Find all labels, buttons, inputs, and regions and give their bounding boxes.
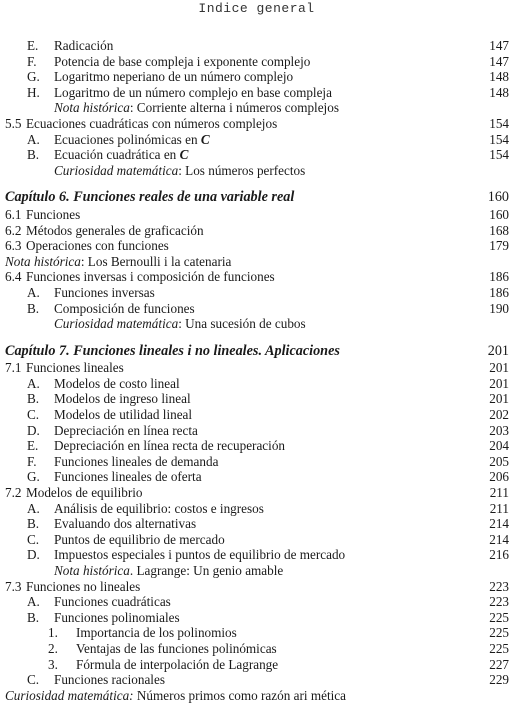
entry-title-text: Ecuaciones cuadráticas con números complejos (26, 116, 278, 131)
page-number: 206 (489, 469, 509, 485)
toc-entry (0, 238, 513, 254)
page-number: 186 (489, 269, 509, 285)
page-number: 201 (489, 391, 509, 407)
entry-title (54, 501, 264, 517)
entry-title (76, 625, 237, 641)
note-label: Nota histórica (54, 563, 130, 578)
chapter-heading (0, 343, 513, 359)
entry-number: B. (27, 300, 40, 316)
entry-title (54, 54, 310, 70)
entry-number: 2. (48, 641, 58, 656)
entry-number: A. (27, 284, 40, 300)
entry-title (54, 376, 180, 392)
page-number: 186 (489, 284, 509, 300)
toc-entry (0, 147, 513, 163)
entry-title-text: Análisis de equilibrio: costos e ingresos (54, 500, 264, 516)
note-label: Curiosidad matemática (54, 316, 179, 332)
page-number: 201 (489, 360, 509, 376)
entry-title (54, 469, 202, 485)
entry-title (54, 516, 196, 532)
entry-title-text: Funciones (26, 206, 81, 222)
entry-title (54, 423, 198, 439)
entry-title-text: Funciones lineales (26, 360, 124, 376)
entry-number: A. (27, 375, 40, 391)
toc-entry (0, 116, 513, 132)
toc-entry (0, 85, 513, 101)
page-number: 190 (489, 300, 509, 316)
entry-title (54, 594, 171, 610)
page-number: 205 (489, 453, 509, 469)
note-body: : Los Bernoulli i la catenaria (80, 253, 232, 269)
page-number: 147 (489, 38, 509, 53)
entry-number: C. (27, 672, 40, 688)
entry-title (54, 69, 293, 85)
chapter-title: Capítulo 7. Funciones lineales i no lineales. Aplicaciones (5, 342, 340, 359)
entry-title (26, 269, 275, 285)
entry-title-text: Evaluando dos alternativas (54, 516, 197, 532)
entry-title-text: Modelos de ingreso lineal (54, 391, 191, 407)
toc-entry (0, 360, 513, 376)
entry-number: F. (27, 453, 37, 469)
chapter-title: Capítulo 6. Funciones reales de una variable real (5, 189, 295, 206)
entry-title-text: Importancia de los polinomios (76, 625, 237, 641)
entry-title-text: Depreciación en línea recta (54, 422, 198, 438)
page-number: 160 (489, 206, 509, 222)
entry-number: B. (27, 609, 40, 625)
entry-title-text: Logaritmo neperiano de un número complejo (54, 69, 294, 85)
page-number: 148 (489, 84, 509, 100)
entry-number: 6.1 (5, 206, 22, 222)
entry-number: E. (27, 38, 39, 53)
entry-title-text: Funciones cuadráticas (54, 594, 171, 610)
note-body: : Los números perfectos (178, 162, 306, 178)
toc-entry (0, 269, 513, 285)
entry-title (54, 391, 191, 407)
entry-title-text: Funciones lineales de oferta (54, 469, 202, 485)
toc-entry (0, 376, 513, 392)
entry-number: G. (27, 469, 40, 485)
page-number: 203 (489, 422, 509, 438)
entry-title (26, 360, 124, 376)
entry-number: 5.5 (5, 116, 22, 131)
entry-title (54, 547, 345, 563)
note-line (0, 563, 513, 579)
note-label: Nota histórica (54, 100, 130, 116)
entry-number: A. (27, 500, 40, 516)
entry-number: E. (27, 438, 39, 454)
entry-title-text: Funciones inversas i composición de funciones (26, 269, 275, 285)
page-number: 225 (489, 609, 509, 625)
toc-entry (0, 641, 513, 657)
entry-number: B. (27, 516, 40, 532)
entry-title (54, 454, 218, 470)
entry-title-text: Operaciones con funciones (26, 238, 169, 254)
entry-number: 6.2 (5, 222, 22, 238)
entry-title (54, 147, 188, 163)
entry-number: 3. (48, 656, 58, 672)
page-number: 225 (489, 625, 509, 641)
entry-title (54, 407, 192, 423)
toc-entry (0, 54, 513, 70)
entry-title (26, 116, 277, 132)
toc-entry (0, 423, 513, 439)
page-number: 160 (487, 189, 509, 206)
chapter-heading (0, 189, 513, 205)
entry-number: 6.4 (5, 269, 22, 285)
page-number: 202 (489, 407, 509, 422)
toc-entry (0, 207, 513, 223)
entry-title (54, 85, 332, 101)
toc-entry (0, 391, 513, 407)
toc-entry (0, 594, 513, 610)
page-number: 201 (489, 375, 509, 391)
toc-entry (0, 657, 513, 673)
entry-title-text: Modelos de equilibrio (26, 485, 143, 500)
toc-entry (0, 485, 513, 501)
note-label: Nota histórica (5, 253, 81, 269)
page-number: 223 (489, 594, 509, 610)
entry-title-text: Modelos de costo lineal (54, 375, 180, 391)
entry-title (54, 610, 180, 626)
entry-title-text: Depreciación en línea recta de recuperación (54, 438, 286, 454)
page-number: 214 (489, 516, 509, 532)
toc-entry (0, 301, 513, 317)
entry-number: F. (27, 53, 37, 69)
entry-title (54, 438, 285, 454)
toc-entry (0, 469, 513, 485)
entry-title-text: Composición de funciones (54, 300, 195, 316)
note-line (0, 254, 513, 270)
entry-title (26, 207, 80, 223)
entry-title (54, 132, 210, 148)
entry-title-text: Ecuaciones polinómicas en (54, 131, 201, 147)
toc-entry (0, 547, 513, 563)
note-line (0, 688, 513, 704)
entry-title-text: Funciones racionales (54, 672, 165, 688)
note-body: : Una sucesión de cubos (178, 316, 306, 332)
page-number: 147 (489, 53, 509, 69)
entry-title-text: Modelos de utilidad lineal (54, 407, 193, 422)
entry-number: 1. (48, 625, 58, 641)
running-header: Indice general (198, 1, 315, 16)
page-number: 225 (489, 641, 509, 656)
entry-title-text: Logaritmo de un número complejo en base compleja (54, 84, 332, 100)
toc-entry (0, 38, 513, 54)
entry-number: 7.3 (5, 578, 22, 594)
note-line (0, 100, 513, 116)
note-line (0, 316, 513, 332)
toc-entry (0, 579, 513, 595)
entry-number: 7.1 (5, 360, 22, 376)
entry-title-text: Fórmula de interpolación de Lagrange (76, 656, 279, 672)
page-number: 211 (489, 485, 509, 500)
note-label: Curiosidad matemática (54, 162, 179, 178)
toc-entry (0, 223, 513, 239)
entry-title-text: Métodos generales de graficación (26, 222, 204, 238)
note-text (54, 563, 283, 579)
toc-entry (0, 625, 513, 641)
entry-title-text: Ecuación cuadrática en (54, 147, 180, 163)
entry-number: 6.3 (5, 238, 22, 254)
entry-number: 7.2 (5, 485, 22, 500)
note-text (54, 100, 339, 116)
entry-number: D. (27, 547, 40, 563)
page-number: 168 (489, 222, 509, 238)
entry-number: C. (27, 407, 40, 422)
page-number: 148 (489, 69, 509, 85)
entry-title-text: Funciones lineales de demanda (54, 453, 219, 469)
toc-entry (0, 285, 513, 301)
entry-title (76, 641, 277, 657)
page-number: 154 (489, 131, 509, 147)
entry-title (26, 485, 142, 501)
note-text (5, 688, 346, 704)
note-text (5, 254, 231, 270)
toc-entry (0, 610, 513, 626)
toc-entry (0, 501, 513, 517)
entry-title (26, 223, 204, 239)
entry-title (54, 285, 155, 301)
page-number: 154 (489, 116, 509, 131)
page-number: 227 (489, 656, 509, 672)
note-body: . Lagrange: Un genio amable (129, 563, 284, 578)
entry-number: A. (27, 594, 40, 610)
entry-number: G. (27, 69, 40, 85)
page-number: 211 (489, 500, 509, 516)
entry-title-text: Ventajas de las funciones polinómicas (76, 641, 277, 656)
entry-number: B. (27, 147, 40, 163)
toc-entry (0, 454, 513, 470)
page-number: 214 (489, 531, 509, 547)
entry-title (76, 657, 278, 673)
entry-number: D. (27, 422, 40, 438)
note-text (54, 316, 306, 332)
toc-entry (0, 438, 513, 454)
entry-title-text: Potencia de base compleja i exponente complejo (54, 53, 311, 69)
entry-title (54, 38, 113, 54)
entry-title (54, 301, 195, 317)
entry-title (26, 579, 140, 595)
entry-title-text: Impuestos especiales i puntos de equilibrio de mercado (54, 547, 346, 563)
note-label: Curiosidad matemática: (5, 687, 134, 703)
entry-title-text: Funciones no lineales (26, 578, 141, 594)
entry-title (54, 672, 165, 688)
entry-title (54, 532, 225, 548)
note-line (0, 163, 513, 179)
entry-number: B. (27, 391, 40, 407)
page-number: 201 (487, 342, 509, 359)
entry-title-symbol: C (200, 131, 210, 147)
entry-title-text: Funciones inversas (54, 284, 155, 300)
toc-entry (0, 69, 513, 85)
toc-entry (0, 532, 513, 548)
entry-title-text: Puntos de equilibrio de mercado (54, 531, 225, 547)
note-body: Números primos como razón ari mética (133, 687, 346, 703)
entry-number: H. (27, 84, 40, 100)
entry-title-text: Funciones polinomiales (54, 609, 180, 625)
toc-entry (0, 516, 513, 532)
page-number: 154 (489, 147, 509, 163)
entry-title-text: Radicación (54, 38, 114, 53)
toc-entry (0, 407, 513, 423)
toc-entry (0, 672, 513, 688)
toc-entry (0, 132, 513, 148)
page-number: 229 (489, 672, 509, 688)
note-text (54, 163, 305, 179)
entry-title (26, 238, 169, 254)
page-number: 204 (489, 438, 509, 454)
page-number: 179 (489, 238, 509, 254)
note-body: : Corriente alterna i números complejos (129, 100, 339, 116)
entry-number: C. (27, 531, 40, 547)
entry-title-symbol: C (179, 147, 189, 163)
page-number: 216 (489, 547, 509, 563)
entry-number: A. (27, 131, 40, 147)
page-number: 223 (489, 578, 509, 594)
